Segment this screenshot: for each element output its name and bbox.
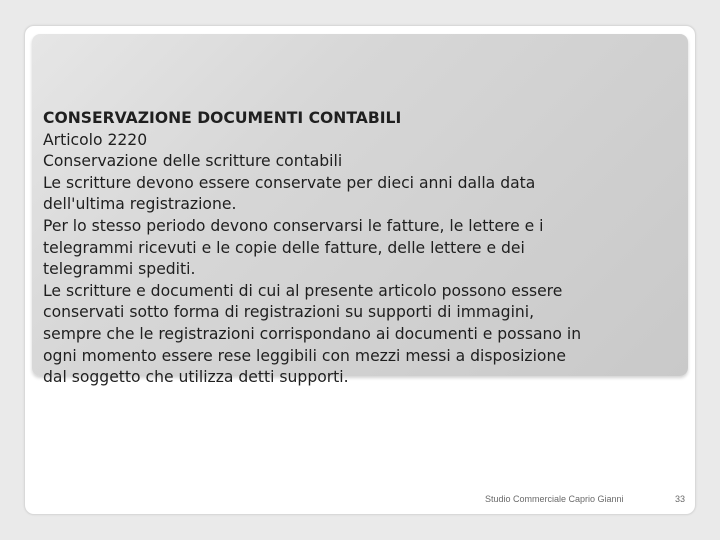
- text-line: sempre che le registrazioni corrispondano ai documenti e possano in: [43, 324, 582, 343]
- text-line: Articolo 2220: [43, 130, 148, 149]
- text-line: ogni momento essere rese leggibili con mezzi messi a disposizione: [43, 346, 566, 365]
- footer-text: Studio Commerciale Caprio Gianni: [485, 494, 624, 504]
- text-line: Conservazione delle scritture contabili: [43, 152, 343, 171]
- text-line: dell'ultima registrazione.: [43, 195, 237, 214]
- text-line: Le scritture e documenti di cui al presente articolo possono essere: [43, 281, 563, 300]
- text-line: dal soggetto che utilizza detti supporti.: [43, 368, 349, 387]
- slide-heading: CONSERVAZIONE DOCUMENTI CONTABILI: [43, 109, 402, 127]
- text-line: telegrammi ricevuti e le copie delle fatture, delle lettere e dei: [43, 238, 525, 257]
- page-number: 33: [675, 494, 686, 504]
- text-line: Per lo stesso periodo devono conservarsi le fatture, le lettere e i: [43, 216, 544, 235]
- text-line: conservati sotto forma di registrazioni su supporti di immagini,: [43, 303, 535, 322]
- slide-body-text: [43, 108, 683, 389]
- text-line: telegrammi spediti.: [43, 260, 196, 279]
- text-line: Le scritture devono essere conservate per dieci anni dalla data: [43, 173, 536, 192]
